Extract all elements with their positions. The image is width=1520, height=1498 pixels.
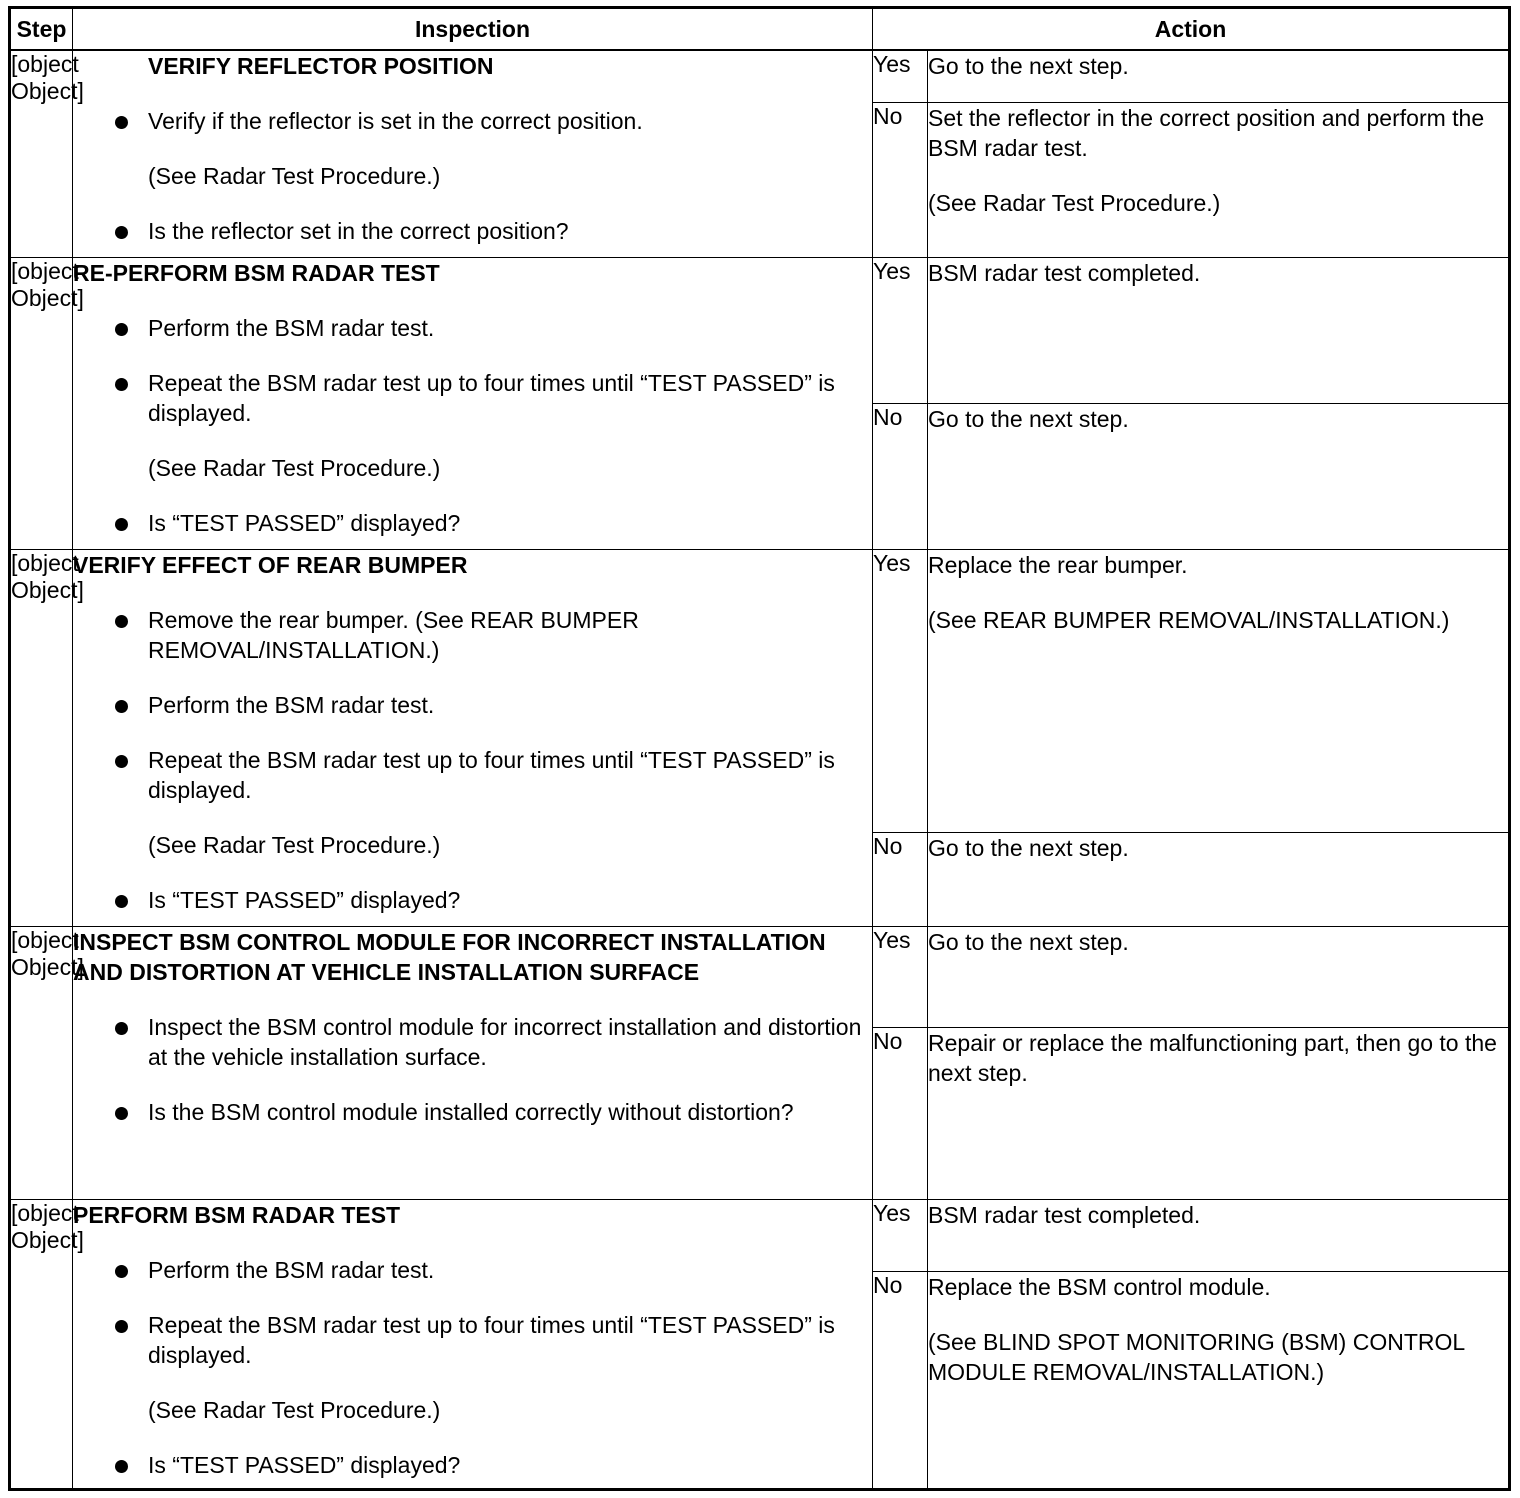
bullet-item: Perform the BSM radar test. — [73, 690, 872, 720]
action-text: BSM radar test completed. — [928, 259, 1201, 286]
bullet-item: Perform the BSM radar test. — [73, 313, 872, 343]
reference-item: (See Radar Test Procedure.) — [148, 163, 441, 189]
bullet-item: Perform the BSM radar test. — [73, 1255, 872, 1285]
bullet-item: Is “TEST PASSED” displayed? — [73, 508, 872, 538]
inspection-cell — [73, 257, 873, 549]
step-4 — [10, 926, 1510, 1199]
step-number: [object Object] — [10, 50, 73, 257]
yes-action — [928, 1199, 1510, 1271]
bullet-item: Inspect the BSM control module for incorrect installation and distortion at the vehicle installation surface. — [73, 1012, 872, 1072]
header-action: Action — [873, 8, 1510, 51]
no-action — [928, 1027, 1510, 1199]
no-label: No — [873, 1271, 928, 1489]
no-label: No — [873, 403, 928, 549]
step-number: [object Object] — [10, 1199, 73, 1489]
step-1 — [10, 50, 1510, 257]
action-text: Go to the next step. — [928, 928, 1129, 955]
action-text: BSM radar test completed. — [928, 1201, 1201, 1228]
no-label: No — [873, 1027, 928, 1199]
step-title: RE-PERFORM BSM RADAR TEST — [73, 259, 440, 286]
step-5 — [10, 1199, 1510, 1489]
troubleshooting-table — [8, 6, 1511, 1491]
yes-action — [928, 549, 1510, 832]
inspection-cell — [73, 1199, 873, 1489]
no-action — [928, 832, 1510, 926]
bullet-item: Remove the rear bumper. (See REAR BUMPER REMOVAL/INSTALLATION.) — [73, 605, 872, 665]
step-title: VERIFY REFLECTOR POSITION — [148, 53, 494, 79]
action-text: Replace the rear bumper. — [928, 551, 1188, 578]
yes-action — [928, 926, 1510, 1027]
action-text: Go to the next step. — [928, 834, 1129, 861]
header-step: Step — [10, 8, 73, 51]
step-2 — [10, 257, 1510, 549]
action-text: Go to the next step. — [928, 405, 1129, 432]
no-label: No — [873, 832, 928, 926]
yes-label: Yes — [873, 257, 928, 403]
bullet-item: Is the BSM control module installed correctly without distortion? — [73, 1097, 872, 1127]
step-number: [object Object] — [10, 926, 73, 1199]
bullet-item: Repeat the BSM radar test up to four times until “TEST PASSED” is displayed. — [73, 745, 872, 805]
step-title: VERIFY EFFECT OF REAR BUMPER — [73, 551, 468, 578]
action-text: Set the reflector in the correct position and perform the BSM radar test. — [928, 104, 1485, 161]
step-number: [object Object] — [10, 257, 73, 549]
action-reference: (See Radar Test Procedure.) — [928, 189, 1221, 216]
step-title: PERFORM BSM RADAR TEST — [73, 1201, 401, 1228]
no-action — [928, 403, 1510, 549]
yes-action — [928, 50, 1510, 102]
no-action — [928, 102, 1510, 257]
action-text: Go to the next step. — [928, 53, 1129, 79]
step-title: INSPECT BSM CONTROL MODULE FOR INCORRECT INSTALLATION AND DISTORTION AT VEHICLE INSTALLATION SURFACE — [73, 928, 826, 985]
yes-label: Yes — [873, 50, 928, 102]
action-reference: (See BLIND SPOT MONITORING (BSM) CONTROL MODULE REMOVAL/INSTALLATION.) — [928, 1328, 1465, 1385]
yes-label: Yes — [873, 926, 928, 1027]
action-text: Repair or replace the malfunctioning part, then go to the next step. — [928, 1029, 1497, 1086]
yes-action — [928, 257, 1510, 403]
inspection-cell — [73, 50, 873, 257]
step-number: [object Object] — [10, 549, 73, 926]
bullet-item: Is the reflector set in the correct position? — [73, 216, 872, 246]
bullet-item: Is “TEST PASSED” displayed? — [73, 1450, 872, 1480]
action-text: Replace the BSM control module. — [928, 1273, 1271, 1300]
troubleshooting-table-wrapper — [8, 6, 1508, 1491]
yes-label: Yes — [873, 1199, 928, 1271]
bullet-item: Repeat the BSM radar test up to four times until “TEST PASSED” is displayed. — [73, 1310, 872, 1370]
action-reference: (See REAR BUMPER REMOVAL/INSTALLATION.) — [928, 606, 1450, 633]
yes-label: Yes — [873, 549, 928, 832]
bullet-item: Is “TEST PASSED” displayed? — [73, 885, 872, 915]
reference-item: (See Radar Test Procedure.) — [148, 1396, 441, 1423]
no-label: No — [873, 102, 928, 257]
step-3 — [10, 549, 1510, 926]
no-action — [928, 1271, 1510, 1489]
inspection-cell — [73, 926, 873, 1199]
bullet-item: Repeat the BSM radar test up to four times until “TEST PASSED” is displayed. — [73, 368, 872, 428]
header-row — [10, 8, 1510, 51]
bullet-item: Verify if the reflector is set in the correct position. — [73, 106, 872, 136]
inspection-cell — [73, 549, 873, 926]
reference-item: (See Radar Test Procedure.) — [148, 831, 441, 858]
reference-item: (See Radar Test Procedure.) — [148, 454, 441, 481]
header-inspection: Inspection — [73, 8, 873, 51]
